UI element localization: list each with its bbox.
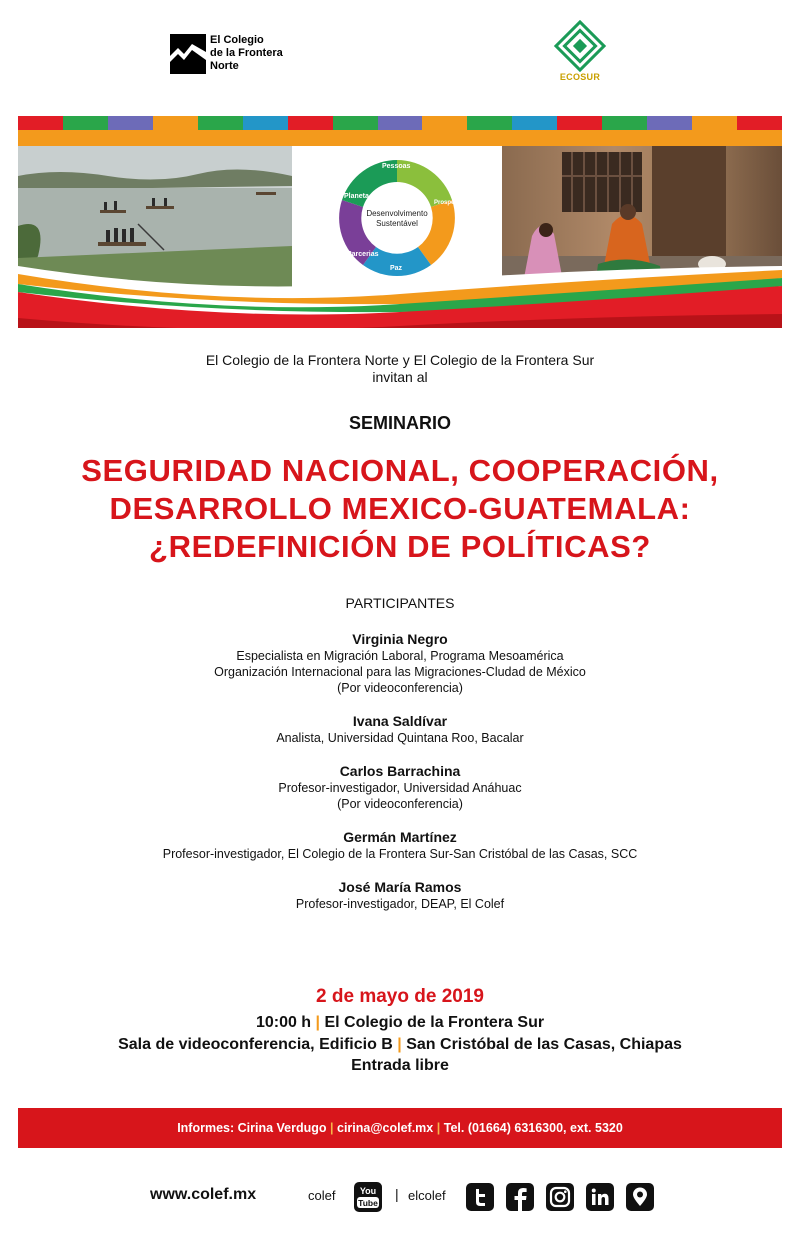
stripe-segment [63,116,108,130]
sdg-segment-peace: Paz [390,265,403,272]
youtube-icon-tube: Tube [358,1198,378,1208]
participant-name: Virginia Negro [352,631,448,647]
participant-role: Profesor-investigador, Universidad Anáhuac [278,781,522,795]
participant-note: (Por videoconferencia) [337,681,463,695]
linkedin-icon[interactable] [586,1183,614,1211]
seminar-title [0,452,800,566]
youtube-icon[interactable] [354,1182,382,1212]
separator: | [397,1036,402,1053]
sdg-center-line-2: Sustentável [376,219,418,228]
participant-name: Carlos Barrachina [339,763,461,779]
participant-ivana-saldivar [0,713,800,746]
sdg-segment-partnership: Parcerias [347,251,379,258]
stripe-segment [333,116,378,130]
event-institution: El Colegio de la Frontera Sur [324,1014,545,1031]
orange-band [18,130,782,146]
stripe-segment [647,116,692,130]
ecosur-logo [552,20,608,86]
ecosur-emblem-icon [552,20,608,72]
participant-name: José María Ramos [338,879,462,895]
stripe-segment [422,116,467,130]
colef-logo-line-1: El Colegio [210,34,264,46]
participant-name: Germán Martínez [343,829,457,845]
participant-virginia-negro [0,631,800,696]
seminar-title-line-2: DESARROLLO MEXICO-GUATEMALA: [109,491,691,526]
participant-jose-maria-ramos [0,879,800,912]
stripe-segment [737,116,782,130]
participant-role: Analista, Universidad Quintana Roo, Bacalar [276,731,524,745]
twitter-icon[interactable] [466,1183,494,1211]
stripe-segment [108,116,153,130]
stripe-segment [512,116,557,130]
instagram-icon[interactable] [546,1183,574,1211]
colef-mountain-icon [170,34,206,74]
stripe-segment [198,116,243,130]
sdg-center-line-1: Desenvolvimento [366,209,428,218]
sdg-segment-prosperity: Prosperidade [434,200,473,206]
info-phone: Tel. (01664) 6316300, ext. 5320 [443,1121,623,1135]
inviters-line-2: invitan al [372,369,428,385]
inviters-line-1: El Colegio de la Frontera Norte y El Colegio de la Frontera Sur [205,352,595,368]
header-banner [18,116,782,328]
banner-wave [18,256,782,328]
social-handle: elcolef [408,1188,446,1203]
participant-name: Ivana Saldívar [352,713,448,729]
stripe-segment [288,116,333,130]
info-bar [18,1108,782,1148]
youtube-icon-you: You [359,1186,377,1196]
event-time-venue [0,1012,800,1033]
separator: | [436,1121,441,1135]
sdg-segment-people: Pessoas [382,163,411,170]
participant-carlos-barrachina [0,763,800,812]
stripe-segment [467,116,512,130]
seminar-title-line-3: ¿REDEFINICIÓN DE POLÍTICAS? [149,529,651,564]
info-email-link[interactable]: cirina@colef.mx [337,1121,434,1135]
event-room: Sala de videoconferencia, Edificio B [118,1036,393,1053]
stripe-segment [602,116,647,130]
participant-note: (Por videoconferencia) [337,797,463,811]
colef-logo-line-3: Norte [210,60,239,72]
event-date: 2 de mayo de 2019 [316,986,484,1007]
participant-german-martinez [0,829,800,862]
participants-label: PARTICIPANTES [345,595,455,611]
participant-role: Especialista en Migración Laboral, Programa Mesoamérica [236,649,564,663]
colef-logo [170,34,310,78]
inviting-institutions [0,352,800,386]
seminar-label: SEMINARIO [348,413,451,433]
facebook-icon[interactable] [506,1183,534,1211]
participant-role: Profesor-investigador, DEAP, El Colef [295,897,505,911]
stripe-segment [18,116,63,130]
stripe-segment [153,116,198,130]
location-pin-icon[interactable] [626,1183,654,1211]
participant-affiliation: Organización Internacional para las Migraciones-Cludad de México [214,665,586,679]
youtube-label: colef [308,1188,336,1203]
separator: | [315,1014,321,1031]
stripe-segment [557,116,602,130]
event-time: 10:00 h [255,1014,312,1031]
color-stripe [18,116,782,130]
website-link[interactable]: www.colef.mx [150,1186,257,1203]
footer-divider: | [395,1186,399,1202]
stripe-segment [243,116,288,130]
participant-role: Profesor-investigador, El Colegio de la Frontera Sur-San Cristóbal de las Casas, SCC [162,847,638,861]
colef-logo-line-2: de la Frontera [210,47,283,59]
ecosur-logo-label: ECOSUR [559,72,601,82]
event-room-city [0,1034,800,1055]
event-city: San Cristóbal de las Casas, Chiapas [406,1036,682,1053]
separator: | [330,1121,334,1135]
stripe-segment [378,116,423,130]
stripe-segment [692,116,737,130]
info-contact: Informes: Cirina Verdugo [177,1121,327,1135]
seminar-title-line-1: SEGURIDAD NACIONAL, COOPERACIÓN, [81,453,719,488]
event-entry: Entrada libre [351,1057,449,1074]
sdg-segment-planet: Planeta [344,193,369,200]
